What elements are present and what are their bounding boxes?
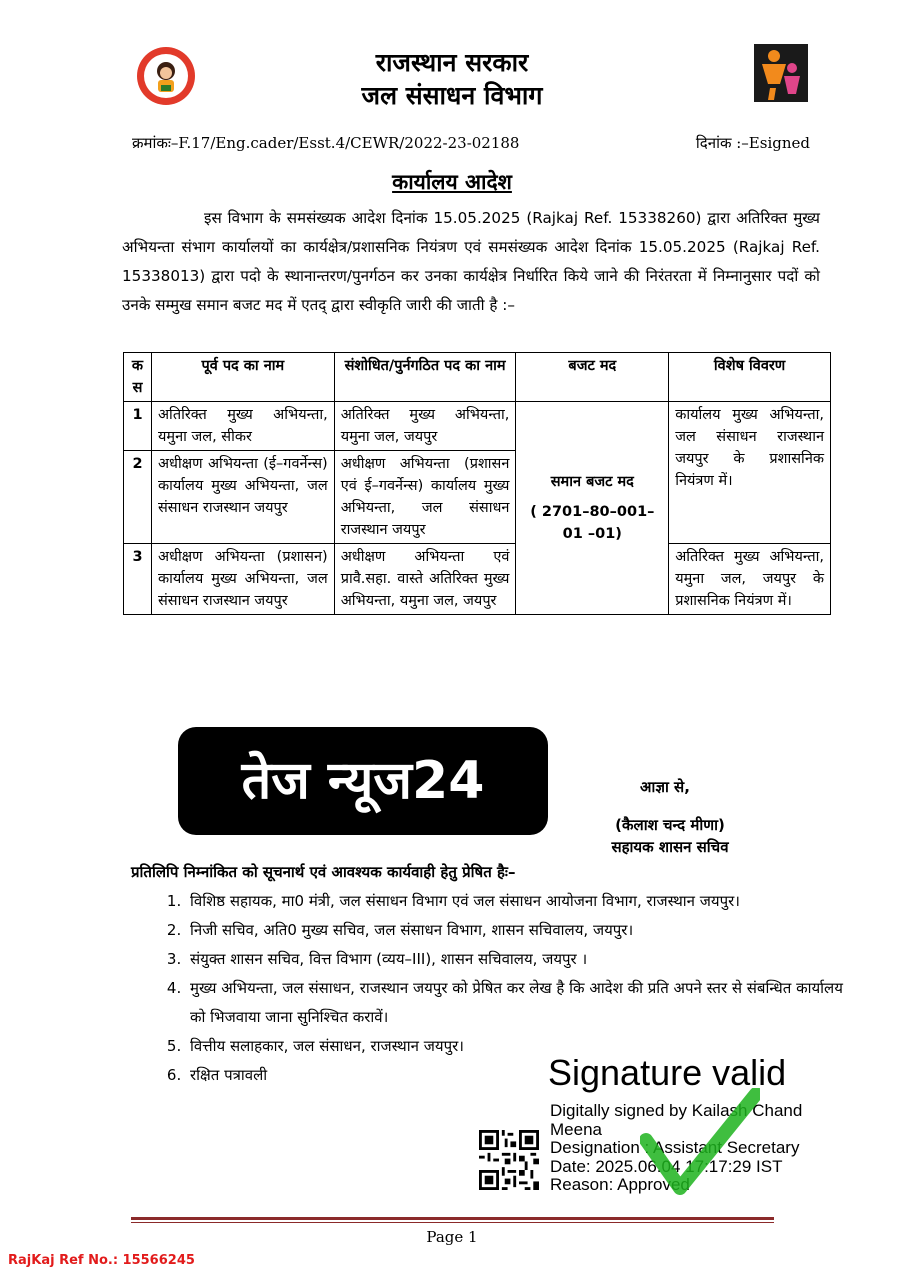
signatory-designation: सहायक शासन सचिव [611, 838, 729, 856]
list-item: 6. रक्षित पत्रावली [186, 1061, 848, 1090]
header-serial: क स [124, 353, 152, 402]
row-previous-post: अधीक्षण अभियन्ता (ई–गवर्नेन्स) कार्यालय मुख्य अभियन्ता, जल संसाधन राजस्थान जयपुर [151, 451, 334, 544]
table-header-row [124, 353, 831, 402]
footer-rule-thin [131, 1222, 774, 1223]
list-item: 3. संयुक्त शासन सचिव, वित्त विभाग (व्यय–III), शासन सचिवालय, जयपुर । [186, 945, 848, 974]
posts-table [123, 352, 831, 615]
signature-signed-by: Digitally signed by Kailash Chand Meena [550, 1101, 803, 1139]
table-row [124, 544, 831, 615]
row-previous-post: अतिरिक्त मुख्य अभियन्ता, यमुना जल, सीकर [151, 402, 334, 451]
intro-paragraph: इस विभाग के समसंख्यक आदेश दिनांक 15.05.2025 (Rajkaj Ref. 15338260) द्वारा अतिरिक्त मुख्य अभियन्ता संभाग कार्यालयों का कार्यक्षेत्र/प्रशासनिक नियंत्रण एवं समसंख्यक आदेश दिनांक 15.05.2025 (Rajkaj Ref. 15338013) द्वारा पदो के स्थानान्तरण/पुनर्गठन कर उनका कार्यक्षेत्र निर्धारित किये जाने की निरंतरता में निम्नानुसार पदों को उनके सम्मुख समान बजट मद में एतद् द्वारा स्वीकृति जारी की जाती है :– [122, 209, 820, 314]
footer-rule [131, 1217, 774, 1220]
list-item: 1. विशिष्ठ सहायक, मा0 मंत्री, जल संसाधन विभाग एवं जल संसाधन आयोजना विभाग, राजस्थान जयपुर। [186, 887, 848, 916]
government-title: राजस्थान सरकार [375, 48, 529, 77]
row-serial: 1 [124, 402, 152, 451]
list-item: 2. निजी सचिव, अति0 मुख्य सचिव, जल संसाधन विभाग, शासन सचिवालय, जयपुर। [186, 916, 848, 945]
row-serial: 2 [124, 451, 152, 544]
signature-reason: Reason: Approved [550, 1175, 690, 1194]
row-remarks: कार्यालय मुख्य अभियन्ता, जल संसाधन राजस्थान जयपुर के प्रशासनिक नियंत्रण में। [669, 402, 831, 544]
budget-code: ( 2701–80–001–01 –01) [530, 504, 655, 542]
green-checkmark-icon [640, 1088, 760, 1198]
list-item: 4. मुख्य अभियन्ता, जल संसाधन, राजस्थान जयपुर को प्रेषित कर लेख है कि आदेश की प्रति अपने स्तर से संबन्धित कार्यालय को भिजवाया जाना सुनिश्चित करावें। [186, 974, 848, 1032]
by-order-text: आज्ञा से, [640, 778, 690, 796]
signatory-name: (कैलाश चन्द मीणा) [615, 816, 725, 834]
row-remarks: अतिरिक्त मुख्य अभियन्ता, यमुना जल, जयपुर के प्रशासनिक नियंत्रण में। [669, 544, 831, 615]
row-previous-post: अधीक्षण अभियन्ता (प्रशासन) कार्यालय मुख्य अभियन्ता, जल संसाधन राजस्थान जयपुर [151, 544, 334, 615]
header-remarks: विशेष विवरण [669, 353, 831, 402]
row-serial: 3 [124, 544, 152, 615]
budget-label: समान बजट मद [550, 474, 634, 490]
row-revised-post: अतिरिक्त मुख्य अभियन्ता, यमुना जल, जयपुर [334, 402, 516, 451]
row-revised-post: अधीक्षण अभियन्ता (प्रशासन एवं ई–गवर्नेन्स) कार्यालय मुख्य अभियन्ता, जल संसाधन राजस्थान जयपुर [334, 451, 516, 544]
header-previous-post: पूर्व पद का नाम [151, 353, 334, 402]
news-watermark-banner: तेज न्यूज24 [178, 727, 548, 835]
copy-to-heading: प्रतिलिपि निम्नांकित को सूचनार्थ एवं आवश्यक कार्यवाही हेतु प्रेषित हैः– [131, 863, 516, 881]
rajkaj-reference: RajKaj Ref No.: 15566245 [8, 1253, 195, 1268]
department-title: जल संसाधन विभाग [361, 81, 543, 110]
reference-date: दिनांक :–Esigned [695, 134, 810, 152]
table-row [124, 402, 831, 451]
signature-status: Signature valid [548, 1052, 787, 1093]
budget-cell [516, 402, 669, 615]
office-order-title: कार्यालय आदेश [392, 170, 512, 194]
row-revised-post: अधीक्षण अभियन्ता एवं प्रावै.सहा. वास्ते अतिरिक्त मुख्य अभियन्ता, यमुना जल, जयपुर [334, 544, 516, 615]
header-revised-post: संशोधित/पुर्नगठित पद का नाम [334, 353, 516, 402]
signature-date: Date: 2025.06.04 17:17:29 IST [550, 1156, 783, 1176]
reference-number: क्रमांकः–F.17/Eng.cader/Esst.4/CEWR/2022-23-02188 [132, 134, 520, 152]
page-number: Page 1 [426, 1228, 478, 1246]
header-budget: बजट मद [516, 353, 669, 402]
signature-designation: Designation : Assistant Secretary [550, 1138, 800, 1157]
list-item: 5. वित्तीय सलाहकार, जल संसाधन, राजस्थान जयपुर। [186, 1032, 848, 1061]
qr-code-icon [479, 1130, 539, 1190]
